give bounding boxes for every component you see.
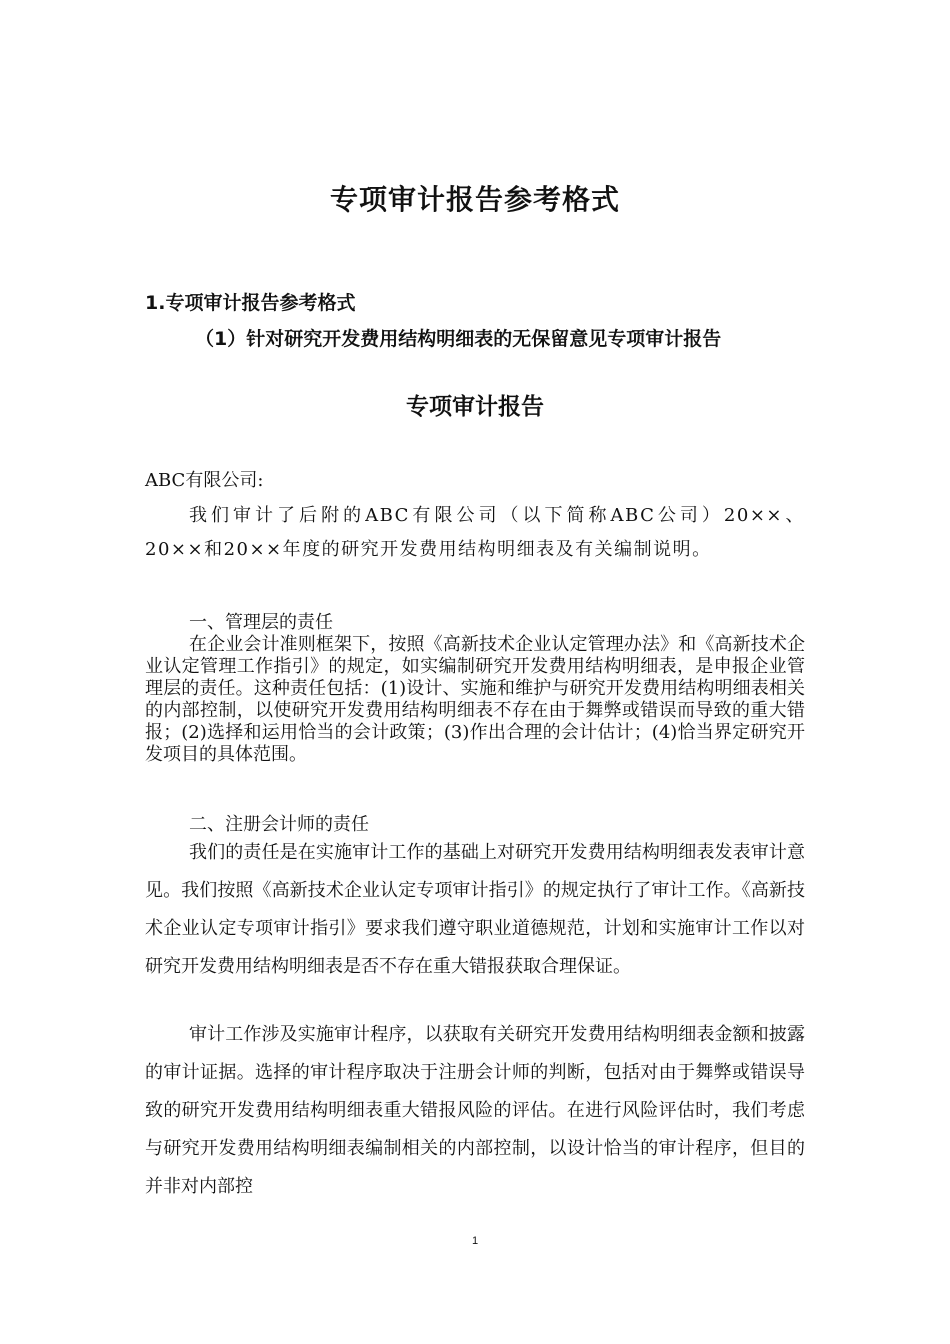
report-title: 专项审计报告	[406, 394, 544, 420]
section1-title: 一、管理层的责任	[189, 612, 333, 633]
addressee: ABC有限公司:	[145, 470, 264, 491]
section1-body: 在企业会计准则框架下，按照《高新技术企业认定管理办法》和《高新技术企业认定管理工作指引》的规定，如实编制研究开发费用结构明细表，是申报企业管理层的责任。这种责任包括：(1)设计、实施和维护与研究开发费用结构明细表相关的内部控制，以使研究开发费用结构明细表不存在由于舞弊或错误而导致的重大错报；(2)选择和运用恰当的会计政策；(3)作出合理的会计估计；(4)恰当界定研究开发项目的具体范围。	[145, 634, 805, 765]
section2-title: 二、注册会计师的责任	[189, 814, 369, 835]
intro-paragraph: 我们审计了后附的ABC有限公司（以下简称ABC公司）20××、20××和20××年度的研究开发费用结构明细表及有关编制说明。	[145, 505, 805, 560]
section2-paragraph-2: 审计工作涉及实施审计程序，以获取有关研究开发费用结构明细表金额和披露的审计证据。选择的审计程序取决于注册会计师的判断，包括对由于舞弊或错误导致的研究开发费用结构明细表重大错报风险的评估。在进行风险评估时，我们考虑与研究开发费用结构明细表编制相关的内部控制，以设计恰当的审计程序，但目的并非对内部控	[145, 1024, 805, 1197]
section2-paragraph-1: 我们的责任是在实施审计工作的基础上对研究开发费用结构明细表发表审计意见。我们按照《高新技术企业认定专项审计指引》的规定执行了审计工作。《高新技术企业认定专项审计指引》要求我们遵守职业道德规范，计划和实施审计工作以对研究开发费用结构明细表是否不存在重大错报获取合理保证。	[145, 842, 805, 977]
section-heading: 1.专项审计报告参考格式	[145, 292, 356, 314]
subsection-heading: （1）针对研究开发费用结构明细表的无保留意见专项审计报告	[195, 328, 722, 350]
document-title: 专项审计报告参考格式	[329, 183, 620, 216]
page-number: 1	[471, 1235, 479, 1247]
